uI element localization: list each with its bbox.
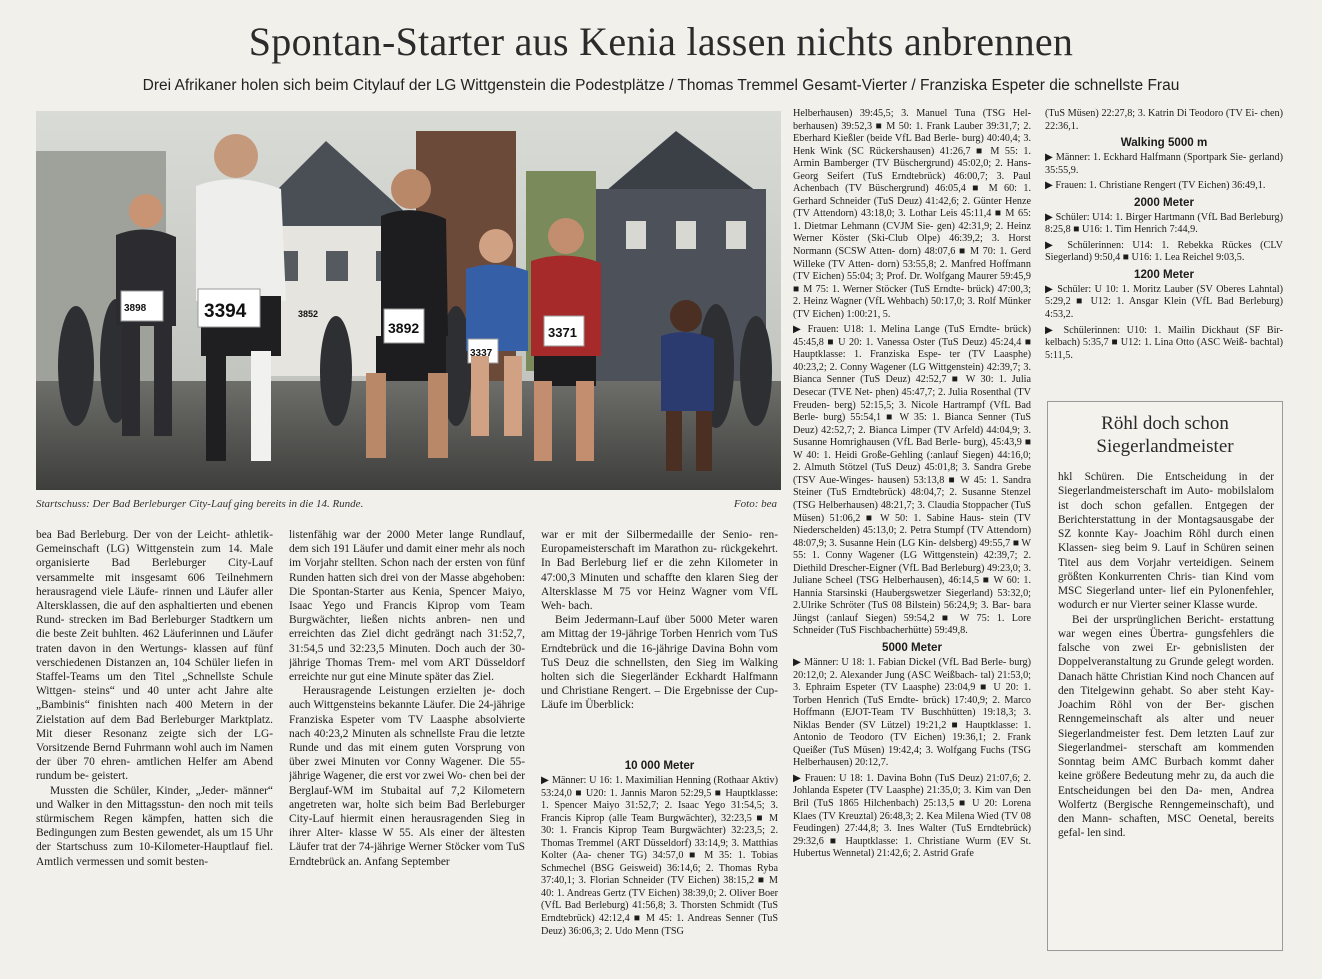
body-paragraph: war er mit der Silbermedaille der Senio- ren-Europameisterschaft im Marathon zu- rückgekehrt. In Bad Berleburg lief er die zehn Kilometer in 47:00,3 Minuten und schaffte den klaren Sieg der Altersklasse M 75 vor Heinz Wagner vom VfL Weh- bach. <box>541 529 778 613</box>
subheadline: Drei Afrikaner holen sich beim Citylauf der LG Wittgenstein die Podestplätze / Thomas Tremmel Gesamt-Vierter / Franziska Espeter die schnellste Frau <box>142 77 1180 94</box>
results-heading: 2000 Meter <box>1134 195 1194 209</box>
photo-credit: Foto: bea <box>733 498 777 510</box>
body-paragraph: bea Bad Berleburg. Der von der Leicht- athletik-Gemeinschaft (LG) Wittgenstein zum 14. Male organisierte Bad Berleburger City-Lauf versammelte mit insgesamt 606 Teilnehmern herausragend viele Läufe- rinnen und Läufer aller Altersklassen, die auf den asphaltierten und ebenen Rund- strecken im Bad Berleburger Stadtkern um die beste Zeit buhlten. 462 Läuferinnen und Läufer traten davon in den Wertungs- klassen auf fünf verschiedenen Distanzen an, 104 Schüler liefen in Staffel-Teams um den Titel „Schnellste Schule Wittgen- steins“ und 40 unter acht Jahre alte „Bambinis“ finishten nach 400 Metern in der Zielstation auf dem Bad Berleburger Marktplatz. Mit dieser Resonanz zeigte sich der LG-Vorsitzende Bernd Fuhrmann wohl auch im Namen der über 70 ehren- amtlichen Helfer am Abend rundum be- geistert. <box>36 529 273 783</box>
results-block: (TuS Müsen) 22:27,8; 3. Katrin Di Teodoro (TV Ei- chen) 22:36,1. <box>1045 108 1283 132</box>
results-heading: 5000 Meter <box>882 640 942 654</box>
results-column-3 <box>541 756 778 954</box>
headline: Spontan-Starter aus Kenia lassen nichts anbrennen <box>248 19 1074 64</box>
bib-number: 3898 <box>124 303 147 314</box>
body-paragraph: Beim Jedermann-Lauf über 5000 Meter waren am Mittag der 19-jährige Torben Henrich vom TuS Erndtebrück und die 16-jährige Davina Bohn vom TuS Deuz die schnellsten, den Sieg im Walking holten sich die Siegerländer Eckhardt Halfmann und Christiane Rengert. – Die Ergebnisse der Cup-Läufe im Überblick: <box>541 614 778 712</box>
results-block: ▶ Schülerinnen: U10: 1. Mailin Dickhaut (SF Bir- kelbach) 5:35,7 ■ U12: 1. Lina Otto (ASC Weiß- bachtal) 5:11,5. <box>1045 324 1283 361</box>
results-block: ▶ Frauen: U18: 1. Melina Lange (TuS Erndte- brück) 45:45,8 ■ U 20: 1. Vanessa Oster (TuS Deuz) 45:24,4 ■ Hauptklasse: 1. Franziska Espe- ter (TV Laasphe) 40:23,2; 2. Conny Wagener (LG Wittgenstein) 42:39,7; 3. Bianca Senner (TuS Deuz) 42:52,7 ■ W 30: 1. Julia Desecar (TVE Net- phen) 45:47,7; 2. Julia Rosenthal (TV Freuden- berg) 52:15,5; 3. Nicole Hartrampf (VfL Bad Berle- burg) 55:54,1 ■ W 35: 1. Bianca Senner (TuS Deuz) 42:52,7; 2. Bianca Limper (TV Arfeld) 44:04,9; 3. Susanne Homrighausen (VfL Bad Berle- burg), 45:43,9 ■ W 40: 1. Heidi Große-Gehling (:anlauf Siegen) 44:16,0; 2. Almuth Stötzel (TuS Deuz) 45:01,8; 3. Sandra Grebe (TSV Aue-Winges- hausen) 53:13,8 ■ W 45: 1. Sandra Steiner (TuS Erndtebrück) 48:04,7; 2. Susanne Stenzel (TSG Helberhausen) 48:21,7; 3. Claudia Stoppacher (TuS Müsen) 51:06,2 ■ W 50: 1. Sabine Haus- stein (TV Niederschelden) 45:13,0; 2. Petra Stumpf (TV Attendorn) 48:07,9; 3. Susanne Hein (LG Kin- delsberg) 49:55,7 ■ W 55: 1. Conny Wagener (LG Wittgenstein) 42:39,7; 2. Diethild Drescher-Eigner (VfL Bad Berleburg) 49:23,0; 3. Juliane Scheel (TSG Helberhausen), 46:14,5 ■ W 60: 1. Hannia Starsinski (Haubergswetzer Siegerland) 53:32,0; 2.Ulrike Schröter (TuS 08 Bilstein) 56:24,9; 3. Bar- bara Jüngst (:anlauf Siegen) 59:54,2 ■ W 75: 1. Lore Schneider (TuS Fischbacherhütte) 59:49,8. <box>793 324 1031 637</box>
article-column-2 <box>289 528 525 953</box>
results-block: ▶ Frauen: 1. Christiane Rengert (TV Eichen) 36:49,1. <box>1045 180 1266 192</box>
results-block: ▶ Männer: U 18: 1. Fabian Dickel (VfL Bad Berle- burg) 20:12,0; 2. Alexander Jung (ASC Weißbach- tal) 21:53,0; 3. Ephraim Espeter (TV Laasphe) 23:04,9 ■ U 20: 1. Torben Henrich (TuS Erndte- brück) 17:40,9; 2. Marco Hoffmann (EJOT-Team TV Buschhütten) 19:18,3; 3. Niklas Bender (SV Lützel) 19:21,2 ■ Hauptklasse: 1. Antonio de Teodoro (TV Eichen) 19:36,1; 2. Frank Queißer (TuS Müsen) 19:42,4; 3. Wolfgang Fuchs (TSG Helberhausen) 20:12,7. <box>793 656 1031 769</box>
sidebar-paragraph: hkl Schüren. Die Entscheidung in der Siegerlandmeisterschaft im Auto- mobilslalom ist doch schon gefallen. Entgegen der Berichterstattung in der Montagsausgabe der SZ konnte Kay- Joachim Röhl durch einen Klassen- sieg beim 9. Lauf in Schüren seinen Titel aus dem Vorjahr verteidigen. Seinem größten Konkurrenten Chris- tian Kind vom MSC Siegerland unter- lief ein Pylonenfehler, wodurch er nur Vierter seiner Klasse wurde. <box>1058 471 1274 612</box>
sidebar-body <box>1058 470 1274 841</box>
results-block: ▶ Frauen: U 18: 1. Davina Bohn (TuS Deuz) 21:07,6; 2. Johlanda Espeter (TV Laasphe) 21:35,0; 3. Kim van Den Bril (TuS 1865 Hilchenbach) 25:13,5 ■ U 20: Lorena Klaes (TV Kreuztal) 26:48,3; 2. Kea Milena Wied (TV 08 Feudingen) 27:44,8; 3. Ines Walter (TuS Erndtebrück) 29:32,6 ■ Hauptklasse: 1. Christiane Wurm (EV St. Hubertus Wennetal) 21:42,6; 2. Astrid Grafe <box>793 772 1031 860</box>
results-block: ▶ Schüler: U 10: 1. Moritz Lauber (SV Oberes Lahntal) 5:29,2 ■ U12: 1. Ansgar Klein (VfL Bad Berleburg) 4:53,2. <box>1045 283 1283 321</box>
results-block: ▶ Schülerinnen: U14: 1. Rebekka Rückes (CLV Siegerland) 9:50,4 ■ U16: 1. Lea Reichel 9:03,5. <box>1045 239 1283 264</box>
results-heading: 10 000 Meter <box>624 759 695 772</box>
caption-text: Startschuss: Der Bad Berleburger City-Lauf ging bereits in die 14. Runde. <box>36 498 364 510</box>
results-column-4 <box>793 108 1031 953</box>
results-block: ▶ Männer: 1. Eckhard Halfmann (Sportpark Sie- gerland) 35:55,9. <box>1045 152 1283 176</box>
race-photo <box>36 111 781 490</box>
results-column-5 <box>1045 108 1283 383</box>
bib-number: 3892 <box>388 320 420 336</box>
body-paragraph: Herausragende Leistungen erzielten je- doch auch Wittgensteins bekannte Läufer. Die 24-jährige Franziska Espeter vom TV Laasphe absolvierte nach 40:23,2 Minuten als schnellste Frau die letzte Runde und das mit einem guten Vorsprung von über zwei Minuten vor Conny Wagener. Die 55-jährige Wagener, die erst vor zwei Wo- chen bei der Berglauf-WM im Stubaital auf 7,2 Kilometern angetreten war, holte sich beim Bad Berleburger City-Lauf hiermit einen herausragenden Sieg in ihrer Alter- klasse W 55. Als einer der ältesten Läufer trat der 74-jährige Werner Stöcker vom TuS Erndtebrück an. Anfang September <box>289 685 525 868</box>
race-photo-illustration <box>36 111 781 490</box>
results-block: ▶ Männer: U 16: 1. Maximilian Henning (Rothaar Aktiv) 53:24,0 ■ U20: 1. Jannis Maron 52:29,5 ■ Hauptklasse: 1. Spencer Maiyo 31:52,7; 2. Isaac Yego 31:54,5; 3. Francis Kiprop (alle Team Burgwächter), 32:23,5 ■ M 30: 1. Francis Kiprop Team Burgwächter) 32:23,5; 2. Thomas Tremmel (ART Düsseldorf) 33:14,9; 3. Matthias Kolter (Aa- chener TG) 34:57,0 ■ M 35: 1. Tobias Schmechel (BSG Geisweid) 36:14,6; 2. Thomas Ryba 37:40,1; 3. Florian Schneider (TV Eichen) 38:15,2 ■ M 40: 1. Andreas Gertz (TV Eichen) 38:39,0; 2. Oliver Boer (VfL Bad Berleburg) 41:56,8; 3. Thorsten Schmidt (TuS Erndtebrück) 42:12,4 ■ M 45: 1. Andreas Senner (TuS Deuz) 36:06,3; 2. Udo Menn (TSG <box>541 775 778 937</box>
bib-number: 3371 <box>548 325 577 340</box>
results-block: Helberhausen) 39:45,5; 3. Manuel Tuna (TSG Hel- berhausen) 39:52,3 ■ M 50: 1. Frank Lauber 39:31,7; 2. Eberhard Kießler (beide VfL Bad Berle- burg) 40:40,4; 3. Henk Wink (SC Rückershausen) 41:26,7 ■ M 55: 1. Armin Bamberger (TV Büschergrund) 45:02,0; 2. Hans-Georg Seifert (TuS Erndtebrück) 46:00,7; 3. Paul Achenbach (TV Büschergrund) 46:05,4 ■ M 60: 1. Gerhard Schneider (TuS Deuz) 41:42,6; 2. Günter Henze (TV Attendorn) 43:18,0; 3. Lothar Leis 45:11,4 ■ M 65: 1. Dietmar Lehmann (CVJM Sie- gen) 42:31,9; 2. Heinz Werner Köster (Ski-Club Olpe) 46:39,2; 3. Horst Normann (SCSW Atten- dorn) 48:07,6 ■ M 70: 1. Gerd Willeke (TV Atten- dorn) 53:55,8; 2. Manfred Hoffmann (TV Eichen) 55:04; 3; Prof. Dr. Wolfgang Maurer 59:45,9 ■ M 75: 1. Werner Stöcker (TuS Erndte- brück) 47:00,3; 2. Heinz Wagner (VfL Wehbach) 50:17,0; 3. Rolf Münker (TV Eichen) 1:00:21, 5. <box>793 108 1031 320</box>
bib-number: 3394 <box>204 301 247 322</box>
article-column-1 <box>36 528 273 953</box>
bib-number: 3337 <box>470 348 493 359</box>
photo-caption <box>36 497 781 511</box>
results-heading: Walking 5000 m <box>1120 136 1208 150</box>
sidebar-title: Röhl doch schon Siegerlandmeister <box>1096 413 1234 457</box>
article-column-3 <box>541 528 778 754</box>
body-paragraph: listenfähig war der 2000 Meter lange Rundlauf, dem sich 191 Läufer und damit einer mehr als noch im Vorjahr stellten. Schon nach der ersten von fünf Runden hatten sich drei von der Masse abgehoben: Die Spontan-Starter aus Kenia, Spencer Maiyo, Isaac Yego und Francis Kiprop vom Team Burgwächter, ließen nichts anbren- nen und erreichten das Ziel dicht gedrängt nach 31:52,7, 31:54,5 und 32:23,5 Minuten. Doch auch der 30-jährige Thomas Trem- mel vom ART Düsseldorf erreichte nur gut eine Minute später das Ziel. <box>289 529 525 684</box>
bib-number: 3852 <box>298 309 319 319</box>
results-block: ▶ Schüler: U14: 1. Birger Hartmann (VfL Bad Berleburg) 8:25,8 ■ U16: 1. Tim Henrich 7:44,9. <box>1045 211 1283 236</box>
sidebar-article <box>1047 401 1283 951</box>
results-heading: 1200 Meter <box>1134 267 1194 281</box>
body-paragraph: Mussten die Schüler, Kinder, „Jeder- männer“ und Walker in den Mittagsstun- den noch mit teils stürmischem Regen kämpfen, hatten sich die Bedingungen zum Besten gewendet, als um 15 Uhr der Startschuss zum 10-Kilometer-Hauptlauf fiel. Amtlich vermessen und somit besten- <box>36 784 273 868</box>
sidebar-paragraph: Bei der ursprünglichen Bericht- erstattung war wegen eines Übertra- gungsfehlers die falsche von zwei Er- gebnislisten der Doppelveranstaltung zu Grunde gelegt worden. Danach hätte Christian Kind noch Chancen auf den Titelgewinn gehabt. So aber steht Kay-Joachim Röhl von der Ber- gischen Renngemeinschaft als alter und neuer Siegerlandmeister fest. Dem letzten Lauf zur Siegerlandmei- sterschaft am kommenden Sonntag beim AMC Burbach kommt daher keine größere Bedeutung mehr zu, da auch die Entscheidungen bei den Da- men, Andrea Wolfertz (Bergische Renngemeinschaft), und den Mann- schaften, MSC Oenetal, bereits gefal- len sind. <box>1058 613 1274 840</box>
